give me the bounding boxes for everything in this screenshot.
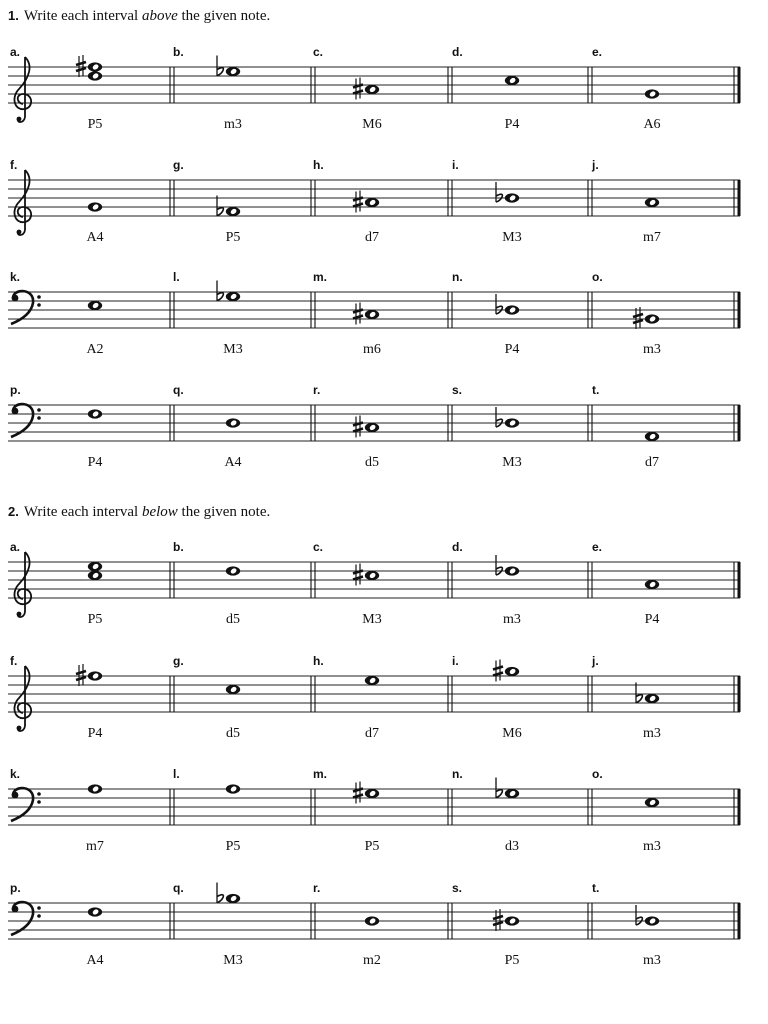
item-letter: d. xyxy=(452,540,463,554)
item-letter: o. xyxy=(592,767,603,781)
item-letter: r. xyxy=(313,881,321,895)
staff-row xyxy=(0,158,768,276)
flat-icon xyxy=(217,281,223,301)
item-letter: e. xyxy=(592,540,603,554)
item-letter: t. xyxy=(592,383,600,397)
whole-note-icon xyxy=(365,198,379,207)
item-letter: e. xyxy=(592,45,603,59)
sharp-icon xyxy=(76,55,86,77)
item-letter: j. xyxy=(592,654,599,668)
staff-row xyxy=(0,45,768,163)
item-letter: m. xyxy=(313,270,328,284)
interval-label: d5 xyxy=(226,612,240,627)
staff-row xyxy=(0,270,768,388)
sharp-icon xyxy=(353,78,363,100)
whole-note-icon xyxy=(226,566,240,575)
staff-row xyxy=(0,383,768,501)
interval-label: A2 xyxy=(86,342,104,357)
exercise-1-instruction-end: the given note. xyxy=(181,8,271,24)
interval-label: m3 xyxy=(503,612,521,627)
flat-icon xyxy=(217,56,223,76)
interval-label: P5 xyxy=(87,117,103,132)
interval-label: A4 xyxy=(224,455,242,470)
whole-note-icon xyxy=(505,418,519,427)
exercise-2-instruction-start: Write each interval xyxy=(23,504,139,520)
whole-note-icon xyxy=(226,685,240,694)
exercise-2-instruction-emphasis: below xyxy=(141,504,178,520)
whole-note-icon xyxy=(645,89,659,98)
interval-label: m7 xyxy=(86,839,104,854)
interval-label: d7 xyxy=(365,230,379,245)
item-letter: s. xyxy=(452,881,463,895)
interval-label: m7 xyxy=(643,230,661,245)
whole-note-icon xyxy=(505,566,519,575)
item-letter: o. xyxy=(592,270,603,284)
whole-note-icon xyxy=(88,202,102,211)
item-letter: p. xyxy=(10,383,21,397)
whole-note-icon xyxy=(645,314,659,323)
whole-note-icon xyxy=(365,423,379,432)
item-letter: c. xyxy=(313,540,324,554)
item-letter: n. xyxy=(452,767,463,781)
interval-label: d7 xyxy=(365,726,379,741)
interval-label: d7 xyxy=(645,455,659,470)
whole-note-icon xyxy=(645,198,659,207)
staff-svg xyxy=(0,45,768,163)
whole-note-icon xyxy=(88,571,102,580)
item-letter: c. xyxy=(313,45,324,59)
whole-note-icon xyxy=(88,409,102,418)
interval-label: d5 xyxy=(365,455,379,470)
item-letter: r. xyxy=(313,383,321,397)
item-letter: k. xyxy=(10,767,21,781)
whole-note-icon xyxy=(365,85,379,94)
staff-svg xyxy=(0,767,768,885)
interval-label: m3 xyxy=(224,117,242,132)
flat-icon xyxy=(636,905,642,925)
whole-note-icon xyxy=(365,310,379,319)
item-letter: p. xyxy=(10,881,21,895)
flat-icon xyxy=(496,555,502,575)
item-letter: m. xyxy=(313,767,328,781)
staff-svg xyxy=(0,270,768,388)
exercise-2-heading xyxy=(8,503,270,521)
item-letter: j. xyxy=(592,158,599,172)
exercise-1-instruction-start: Write each interval xyxy=(23,8,139,24)
interval-label: m3 xyxy=(643,342,661,357)
interval-label: m3 xyxy=(643,839,661,854)
item-letter: k. xyxy=(10,270,21,284)
interval-label: A4 xyxy=(86,953,104,968)
staff-row xyxy=(0,540,768,658)
exercise-1-instruction-emphasis: above xyxy=(141,8,178,24)
item-letter: f. xyxy=(10,654,18,668)
interval-label: P4 xyxy=(644,612,660,627)
whole-note-icon xyxy=(505,305,519,314)
whole-note-icon xyxy=(365,789,379,798)
staff-svg xyxy=(0,158,768,276)
item-letter: b. xyxy=(173,540,184,554)
whole-note-icon xyxy=(88,301,102,310)
interval-label: d3 xyxy=(505,839,519,854)
interval-label: M6 xyxy=(362,117,382,132)
flat-icon xyxy=(496,778,502,798)
exercise-1-number: 1. xyxy=(8,8,19,23)
interval-label: P4 xyxy=(504,342,520,357)
interval-label: P5 xyxy=(225,230,241,245)
whole-note-icon xyxy=(505,789,519,798)
whole-note-icon xyxy=(226,207,240,216)
item-letter: s. xyxy=(452,383,463,397)
whole-note-icon xyxy=(226,894,240,903)
whole-note-icon xyxy=(645,580,659,589)
item-letter: a. xyxy=(10,540,21,554)
sharp-icon xyxy=(493,660,503,682)
item-letter: i. xyxy=(452,158,459,172)
interval-label: P4 xyxy=(504,117,520,132)
interval-label: M3 xyxy=(223,342,243,357)
item-letter: h. xyxy=(313,158,324,172)
whole-note-icon xyxy=(88,671,102,680)
whole-note-icon xyxy=(226,784,240,793)
whole-note-icon xyxy=(645,798,659,807)
interval-label: d5 xyxy=(226,726,240,741)
item-letter: l. xyxy=(173,767,180,781)
staff-svg xyxy=(0,881,768,999)
whole-note-icon xyxy=(645,694,659,703)
item-letter: q. xyxy=(173,383,184,397)
flat-icon xyxy=(217,883,223,903)
item-letter: f. xyxy=(10,158,18,172)
whole-note-icon xyxy=(505,193,519,202)
whole-note-icon xyxy=(505,667,519,676)
interval-label: P4 xyxy=(87,726,103,741)
item-letter: g. xyxy=(173,654,184,668)
sharp-icon xyxy=(76,664,86,686)
staff-row xyxy=(0,654,768,772)
whole-note-icon xyxy=(505,76,519,85)
item-letter: t. xyxy=(592,881,600,895)
staff-row xyxy=(0,881,768,999)
interval-label: P4 xyxy=(87,455,103,470)
whole-note-icon xyxy=(88,784,102,793)
whole-note-icon xyxy=(365,916,379,925)
item-letter: b. xyxy=(173,45,184,59)
exercise-2-number: 2. xyxy=(8,504,19,519)
item-letter: q. xyxy=(173,881,184,895)
sharp-icon xyxy=(353,416,363,438)
item-letter: g. xyxy=(173,158,184,172)
interval-label: P5 xyxy=(504,953,520,968)
sharp-icon xyxy=(353,303,363,325)
item-letter: l. xyxy=(173,270,180,284)
whole-note-icon xyxy=(505,916,519,925)
interval-label: P5 xyxy=(225,839,241,854)
whole-note-icon xyxy=(88,62,102,71)
item-letter: d. xyxy=(452,45,463,59)
interval-label: m3 xyxy=(643,953,661,968)
interval-label: M6 xyxy=(502,726,522,741)
sharp-icon xyxy=(353,782,363,804)
item-letter: i. xyxy=(452,654,459,668)
flat-icon xyxy=(496,182,502,202)
flat-icon xyxy=(496,294,502,314)
item-letter: n. xyxy=(452,270,463,284)
staff-row xyxy=(0,767,768,885)
sharp-icon xyxy=(353,191,363,213)
whole-note-icon xyxy=(365,676,379,685)
whole-note-icon xyxy=(88,562,102,571)
interval-label: M3 xyxy=(362,612,382,627)
whole-note-icon xyxy=(88,71,102,80)
whole-note-icon xyxy=(226,292,240,301)
interval-label: A6 xyxy=(643,117,661,132)
interval-label: M3 xyxy=(502,455,522,470)
item-letter: h. xyxy=(313,654,324,668)
whole-note-icon xyxy=(226,418,240,427)
whole-note-icon xyxy=(645,432,659,441)
whole-note-icon xyxy=(226,67,240,76)
exercise-1-heading xyxy=(8,7,270,25)
sharp-icon xyxy=(353,564,363,586)
whole-note-icon xyxy=(365,571,379,580)
staff-svg xyxy=(0,540,768,658)
interval-label: P5 xyxy=(364,839,380,854)
interval-label: A4 xyxy=(86,230,104,245)
interval-label: M3 xyxy=(223,953,243,968)
exercise-2-instruction-end: the given note. xyxy=(181,504,271,520)
staff-svg xyxy=(0,654,768,772)
whole-note-icon xyxy=(645,916,659,925)
interval-label: m3 xyxy=(643,726,661,741)
interval-label: M3 xyxy=(502,230,522,245)
interval-label: P5 xyxy=(87,612,103,627)
whole-note-icon xyxy=(88,907,102,916)
interval-label: m6 xyxy=(363,342,381,357)
staff-svg xyxy=(0,383,768,501)
item-letter: a. xyxy=(10,45,21,59)
interval-label: m2 xyxy=(363,953,381,968)
flat-icon xyxy=(496,407,502,427)
